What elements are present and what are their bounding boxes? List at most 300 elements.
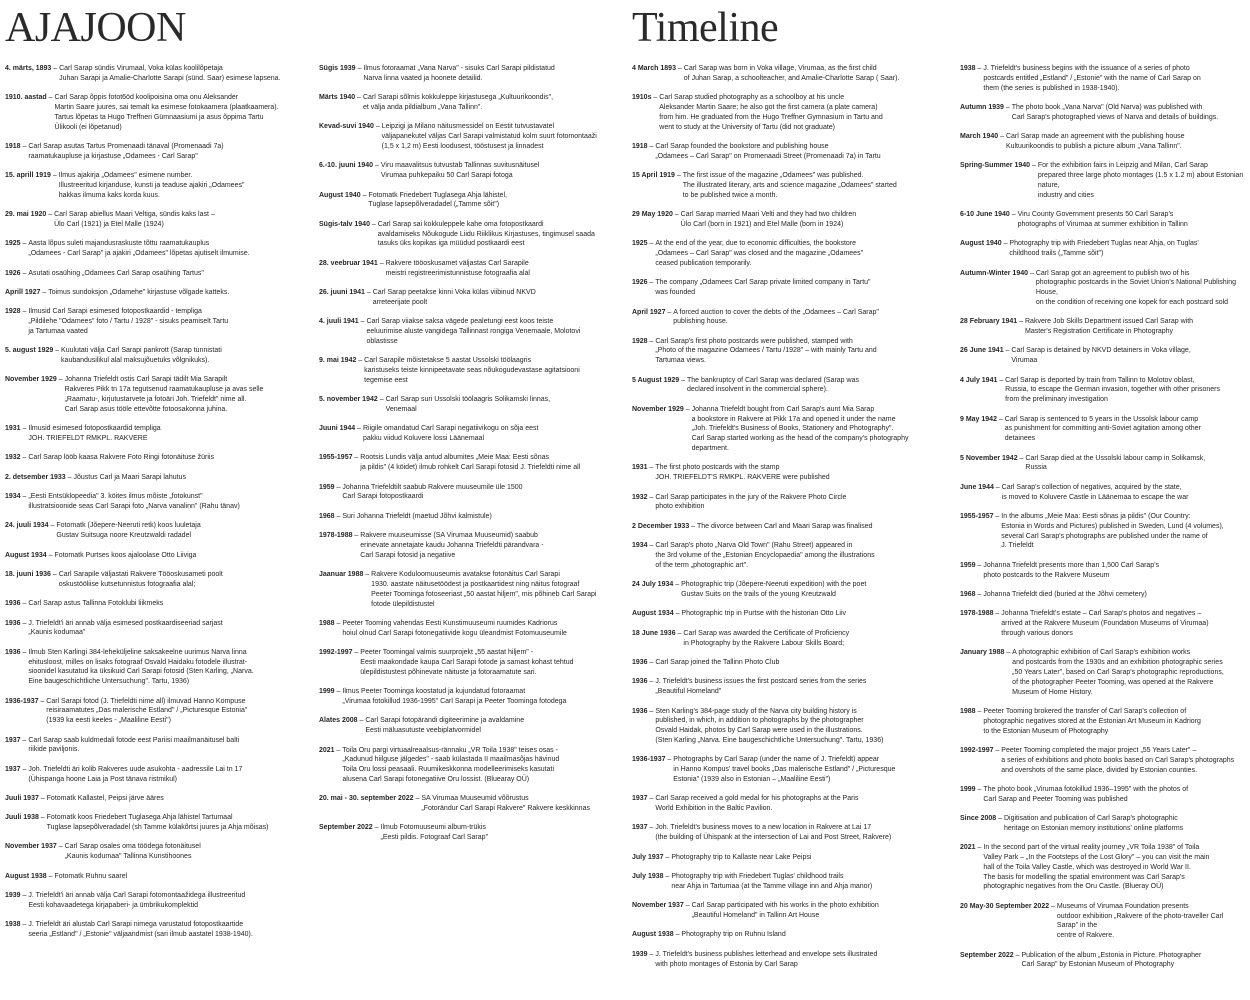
entry-dash: –	[1013, 951, 1022, 959]
timeline-entry	[5, 64, 300, 84]
entry-text: Carl Sarapile mõistetakse 5 aastat Ussolski töölaagris karistuseks teiste kinnipeetavate seas nõukogudevastase agitatsiooni tegemise eest	[364, 357, 580, 384]
entry-text: „Eesti Entsüklopeedia" 3. köites ilmus mõiste „fotokunst" illustratsioonide seas Carl Sarapi foto „Narva vanalinn" (Rahu tänav)	[28, 493, 240, 511]
entry-text: Carl Sarap viiakse saksa vägede pealetungi eest koos teiste eeluurimise aluste vangidega Tallinnast rongiga Venemaale, Molotovi oblastisse	[366, 318, 581, 345]
entry-text: Joh. Triefeldt's business moves to a new location in Rakvere at Lai 17 (the building of Ühispank at the intersection of Lai and Post Street, Rakvere)	[655, 824, 892, 842]
timeline-entry	[960, 269, 1246, 308]
timeline-entry	[632, 541, 932, 570]
timeline-entry	[632, 493, 932, 513]
entry-date: 9 May 1942	[960, 415, 997, 423]
timeline-entry	[5, 872, 300, 882]
entry-date: 28. veebruar 1941	[319, 259, 378, 267]
entry-dash: –	[1028, 269, 1036, 277]
entry-text: Carl Sarap astus Tallinna Fotoklubi liikmeks	[28, 600, 164, 608]
entry-dash: –	[352, 532, 361, 540]
entry-dash: –	[1003, 347, 1012, 355]
entry-text: Carl Sarap's first photo postcards were published, stamped with „Photo of the magazine Odamees / Tartu /1928" – with mainly Tartu and Tartumaa views.	[655, 337, 877, 365]
entry-date: 1938	[5, 921, 21, 929]
entry-dash: –	[683, 405, 692, 413]
entry-date: September 2022	[319, 824, 373, 832]
entry-dash: –	[56, 843, 65, 851]
timeline-entry	[960, 415, 1246, 444]
timeline-entry	[5, 842, 300, 862]
entry-text: Peeter Tooming completed the major project „55 Years Later" – a series of exhibitions and photo books based on Carl Sarap's photographs and overshots of the same place, divided by Estonian counties.	[1001, 746, 1235, 774]
entry-dash: –	[1004, 649, 1013, 657]
entry-dash: –	[48, 522, 57, 530]
timeline-entry	[960, 785, 1246, 805]
entry-text: Fotomatk Purtses koos ajaloolase Otto Liiviga	[54, 551, 197, 559]
entry-date: 1931	[5, 425, 21, 433]
timeline-entry	[960, 317, 1246, 337]
timeline-entry	[319, 512, 619, 522]
entry-dash: –	[647, 279, 656, 287]
entry-text: Asutati osaühing „Odamees Carl Sarap osaühing Tartus"	[28, 269, 204, 277]
timeline-entry	[319, 356, 619, 385]
entry-date: Aprill 1927	[5, 288, 41, 296]
entry-text: Ilmusid Carl Sarapi esimesed fotopostkaardid - templiga „Pildilehe "Odamees" foto / Tartu / 1928" - sisuks peamiselt Tartu ja Tartumaa vaated	[28, 308, 229, 335]
entry-text: J. Triefeldt's business begins with the issuance of a series of photo postcards entitled „Estland" / „Estonie" with the name of Carl Sarap on them (the series is published in 1938-1940).	[983, 65, 1201, 92]
entry-text: Carl Sarap studied photography as a schoolboy at his uncle Aleksander Martin Saare; he also got the first camera (a plate camera) from him. He graduated from the Hugo Treffner Gymnasium in Tartu and went to study at the University of Tartu (did not graduate)	[659, 94, 883, 131]
entry-date: 1968	[319, 512, 335, 520]
entry-date: 2. detsember 1933	[5, 473, 66, 481]
entry-dash: –	[20, 308, 29, 316]
entry-dash: –	[20, 454, 29, 462]
entry-dash: –	[647, 493, 656, 501]
entry-date: 28 February 1941	[960, 318, 1018, 326]
entry-text: J. Triefeldt äri alustab Carl Sarapi nimega varustatud fotopostkaartide seeria „Estland" / „Estonie" väljaandmist (sari ilmub aastatel 1938-1940).	[28, 921, 253, 939]
entry-text: Viru County Government presents 50 Carl Sarap's photographs of Virumaa at summer exhibition in Tallinn	[1017, 211, 1188, 228]
entry-date: 4. juuli 1941	[319, 318, 359, 326]
timeline-entry	[319, 483, 619, 503]
entry-text: Photography trip with Friedebert Tuglas' childhood trails near Ahja in Tartumaa (at the Tamme village inn and Ahja manor)	[671, 873, 873, 890]
entry-text: Peeter Tooming vahendas Eesti Kunstimuuseumi ruumides Kadriorus hoiul olnud Carl Sarapi fotonegatiivide kogu üleandmist Fotomuuseumile	[342, 619, 567, 637]
entry-date: April 1927	[632, 308, 666, 316]
entry-text: Photography trip to Kallaste near Lake Peipsi	[671, 853, 812, 861]
timeline-entry	[319, 161, 619, 181]
entry-text: Toila Oru pargi virtuaalreaalsus-rännaku „VR Toila 1938" teises osas - „Kadunud hiilguse jälgedes" - saab külastada II maailmasõjas hävinud Toila Oru lossi peasaali. Ruumikeskkonna modelleerimiseks kasutati alusena Carl Sarapi fotonegatiive Oru lossist. (Bluearay OÜ)	[342, 746, 560, 783]
entry-date: 26 June 1941	[960, 347, 1004, 355]
timeline-entry	[5, 307, 300, 336]
entry-date: 1926	[632, 279, 648, 287]
timeline-entry	[960, 210, 1246, 230]
timeline-entry	[632, 677, 932, 697]
timeline-entry	[319, 93, 619, 113]
entry-text: Carl Sarap saab kuldmedali fotode eest Pariisi maailmanäitusel balti riikide paviljonis.	[28, 736, 240, 754]
timeline-entry	[319, 395, 619, 415]
entry-text: Carl Sarapile väljastati Rakvere Tööoskusameti poolt oskustööliise kutsetunnistus fotograafia alal;	[58, 570, 223, 588]
timeline-entry	[960, 239, 1246, 259]
entry-date: 5 November 1942	[960, 454, 1018, 462]
entry-dash: –	[334, 512, 343, 520]
timeline-entry	[632, 930, 932, 940]
entry-date: Jaanuar 1988	[319, 571, 364, 579]
entry-date: 1925	[5, 240, 21, 248]
entry-date: 1955-1957	[960, 513, 994, 521]
entry-dash: –	[1030, 162, 1038, 170]
timeline-entry	[960, 951, 1246, 971]
entry-text: J. Triefeldt's business issues the first postcard series from the series „Beautiful Homeland"	[655, 678, 867, 696]
timeline-entry	[319, 317, 619, 346]
entry-dash: –	[377, 259, 386, 267]
entry-text: The bankruptcy of Carl Sarap was declared (Sarap was declared insolvent in the commercial sphere).	[687, 376, 859, 394]
timeline-entry	[960, 561, 1246, 581]
timeline-entry	[5, 269, 300, 279]
entry-dash: –	[20, 921, 29, 929]
timeline-entry	[319, 648, 619, 677]
entry-text: Toimus sundoksjon „Odamehe" kirjastuse võlgade katteks.	[48, 288, 230, 296]
entry-dash: –	[647, 950, 656, 958]
entry-date: 1937	[632, 795, 648, 803]
entry-dash: –	[993, 610, 1002, 618]
entry-text: Fotomatk Ruhnu saarel	[54, 872, 128, 880]
entry-date: 1938	[960, 65, 976, 72]
entry-dash: –	[673, 610, 682, 618]
timeline-entry	[960, 902, 1246, 941]
entry-date: 1999	[319, 688, 335, 696]
timeline-entry	[5, 697, 300, 726]
timeline-entry	[960, 814, 1246, 834]
timeline-entry	[632, 337, 932, 366]
entry-date: November 1929	[5, 376, 57, 384]
entry-date: 4. märts, 1893	[5, 65, 52, 72]
entry-text: Johanna Triefeldt bought from Carl Sarap's aunt Mia Sarap a bookstore in Rakvere at Pikk 17a and opened it under the name „Joh. Triefeldt's Business of Books, Stationery and Photography". Carl Sarap started working as the head of the company's photography department.	[691, 405, 909, 453]
entry-date: March 1940	[960, 133, 999, 141]
entry-date: 1925	[632, 240, 648, 248]
entry-text: Carl Sarap was born in Voka village, Virumaa, as the first child of Juhan Sarap, a schoolteacher, and Amalie-Charlotte Sarap ( Saar).	[683, 65, 900, 82]
entry-text: Ilmus fotoraamat „Vana Narva" - sisuks Carl Sarapi pildistatud Narva linna vaated ja hoonete detailid.	[363, 65, 555, 82]
entry-dash: –	[673, 931, 682, 939]
entry-date: 1936	[632, 658, 648, 666]
entry-text: Carl Sarap peetakse kinni Voka külas viibinud NKVD arreteerijate poolt	[372, 288, 536, 306]
entry-text: At the end of the year, due to economic difficulties, the bookstore „Odamees – Carl Sarap" was closed and the magazine „Odamees" ceased publication temporarily.	[655, 240, 864, 267]
timeline-entry	[319, 191, 619, 211]
timeline-entry	[632, 376, 932, 396]
timeline-entry	[632, 658, 932, 668]
timeline-entry	[5, 346, 300, 366]
timeline-entry	[5, 93, 300, 132]
entry-dash: –	[1017, 454, 1026, 462]
timeline-entry	[632, 794, 932, 814]
timeline-entry	[5, 210, 300, 230]
timeline-entry	[632, 239, 932, 268]
timeline-entry	[632, 609, 932, 619]
entry-dash: –	[647, 824, 656, 832]
entry-text: Fotomatk koos Friedebert Tuglasega Ahja lähistel Tartumaal Tuglase lapsepõlveradadel (sh Tamme külakõrtsi juures ja Ahja mõisas)	[46, 814, 269, 832]
entry-date: 1928	[632, 337, 648, 345]
timeline-entry	[632, 405, 932, 454]
entry-dash: –	[663, 853, 672, 861]
timeline-entry	[319, 259, 619, 279]
entry-dash: –	[20, 892, 29, 900]
entry-dash: –	[647, 658, 656, 666]
entry-date: 1926	[5, 269, 21, 277]
entry-text: Photography trip with Friedebert Tuglas near Ahja, on Tuglas' childhood trails („Tamme sõit")	[1009, 240, 1199, 258]
timeline-entry	[960, 609, 1246, 638]
entry-date: 1939	[632, 950, 648, 958]
entry-dash: –	[20, 648, 29, 656]
entry-dash: –	[975, 785, 984, 793]
entry-date: 4 March 1893	[632, 65, 676, 72]
timeline-column-estonian-1	[5, 64, 300, 949]
timeline-entry	[960, 648, 1246, 697]
timeline-entry	[960, 746, 1246, 775]
entry-date: November 1929	[632, 405, 684, 413]
entry-dash: –	[355, 65, 364, 72]
entry-dash: –	[679, 376, 687, 384]
entry-text: Ilmub Fotomuuseumi album-trükis „Eesti pildis. Fotograaf Carl Sarap"	[380, 824, 489, 842]
entry-dash: –	[975, 561, 984, 569]
entry-text: Rootsis Lundis välja antud albumites „Meie Maa: Eesti sõnas ja pildis" (4 köidet) ilmub rohkelt Carl Sarapi fotosid J. Triefeldti nime all	[360, 454, 581, 472]
entry-text: In the second part of the virtual reality journey „VR Toila 1938" of Toila Valley Park – „In the Footsteps of the Lost Glory" – you can visit the main hall of the Toila Valley Castle, which was destroyed in World War II. The basis for modelling the spatial environment was Carl Sarap's photographic negatives from the Oru Castle. (Blueray OÜ)	[983, 844, 1210, 891]
entry-text: Leipzigi ja Milano näitusmessidel on Eestit tutvustavatel väljapanekutel väljas Carl Sarapi valmistatud kolm suurt fotomontaaži (1,5 x 1,2 m) Eesti loodusest, tööstusest ja linnadest	[381, 123, 597, 150]
entry-dash: –	[665, 756, 674, 764]
entry-text: Carl Sarap lööb kaasa Rakvere Foto Ringi fotonäituse žüriis	[28, 454, 214, 462]
timeline-entry	[5, 599, 300, 609]
timeline-entry	[960, 376, 1246, 405]
entry-date: 2 December 1933	[632, 522, 690, 530]
entry-date: 1968	[960, 590, 976, 598]
timeline-entry	[960, 590, 1246, 600]
entry-date: 29. mai 1920	[5, 211, 47, 219]
title-english: Timeline	[632, 5, 779, 51]
entry-dash: –	[975, 65, 984, 72]
timeline-entry	[319, 288, 619, 308]
entry-text: J. Triefeldt's business publishes letterhead and envelope sets illustrated with photo montages of Estonia by Carl Sarap	[655, 950, 878, 968]
timeline-entry	[5, 891, 300, 911]
entry-date: 26. juuni 1941	[319, 288, 365, 296]
entry-dash: –	[364, 288, 373, 296]
timeline-entry	[960, 843, 1246, 892]
entry-date: 1936-1937	[5, 697, 39, 705]
title-estonian: AJAJOON	[5, 5, 186, 51]
entry-dash: –	[1017, 318, 1025, 326]
entry-text: Carl Sarap received a gold medal for his photographs at the Paris World Exhibition in the Baltic Pavilion.	[655, 795, 859, 813]
timeline-entry	[960, 132, 1246, 152]
entry-date: 1918	[632, 142, 648, 150]
entry-dash: –	[373, 123, 382, 131]
entry-date: Juuli 1938	[5, 814, 39, 822]
entry-date: 1932	[5, 454, 21, 462]
timeline-entry	[632, 278, 932, 298]
timeline-entry	[319, 794, 619, 814]
entry-date: 1988	[960, 707, 976, 715]
entry-dash: –	[689, 522, 698, 530]
entry-date: 24 July 1934	[632, 581, 674, 589]
entry-date: August 1934	[632, 610, 674, 618]
entry-date: 1999	[960, 785, 976, 793]
entry-text: Carl Sarapi sõlmis kokkuleppe kirjastusega „Kultuurikoondis", et välja anda pildialbum „Vana Tallinn".	[363, 94, 554, 111]
entry-text: Riigile omandatud Carl Sarapi negatiivikogu on sõja eest pakku viidud Koluvere lossi Läänemaal	[362, 425, 539, 443]
entry-text: Fotomatk Kallastel, Peipsi järve ääres	[46, 794, 164, 802]
entry-text: J. Triefeldt'i äri annab välja esimesed postkaardiseeriad sarjast „Kaunis kodumaa"	[28, 619, 223, 637]
entry-dash: –	[674, 172, 683, 180]
entry-date: 1936	[632, 678, 648, 686]
entry-date: Kevad-suvi 1940	[319, 123, 374, 131]
timeline-entry	[5, 570, 300, 590]
entry-text: Carl Sarap abiellus Maari Veltiga, sündis kaks last – Ülo Carl (1921) ja Etel Malle (1924)	[54, 211, 215, 228]
entry-date: 2021	[960, 844, 976, 852]
entry-date: September 2022	[960, 951, 1014, 959]
entry-dash: –	[651, 94, 660, 102]
timeline-entry	[632, 872, 932, 892]
timeline-entry	[632, 707, 932, 746]
entry-date: 1937	[5, 765, 21, 773]
entry-text: Johanna Triefeldt ostis Carl Sarapi tädilt Mia Sarapilt Rakveres Pikk tn 17a tegutsenud raamatukaupluse ja avas selle „Raamatu-, kirjutustarvete ja fotoäri Joh. Triefeldt" nime all. Carl Sarap asus tööle ettevõtte fotoosakonna juhina.	[64, 376, 264, 413]
timeline-entry	[5, 171, 300, 200]
entry-date: August 1940	[319, 191, 361, 199]
timeline-entry	[960, 707, 1246, 736]
entry-date: Spring-Summer 1940	[960, 162, 1031, 170]
entry-dash: –	[663, 873, 672, 881]
entry-date: 1992-1997	[319, 649, 353, 657]
entry-date: July 1937	[632, 853, 664, 861]
timeline-entry	[632, 853, 932, 863]
entry-text: Rakvere tööoskusamet väljastas Carl Sarapile meistri registreerimistunnistuse fotograafia alal	[385, 259, 530, 277]
entry-text: SA Virumaa Muuseumid võõrustus „Fotorändur Carl Sarapi Rakvere" Rakvere keskkinnas	[421, 795, 590, 813]
entry-dash: –	[20, 240, 29, 248]
entry-date: 1978-1988	[960, 610, 994, 618]
entry-dash: –	[997, 376, 1006, 384]
entry-date: 1939	[5, 892, 21, 900]
timeline-entry	[319, 531, 619, 560]
entry-date: 1918	[5, 142, 21, 150]
entry-date: Märts 1940	[319, 94, 356, 102]
timeline-entry	[319, 453, 619, 473]
entry-date: August 1938	[632, 931, 674, 939]
entry-dash: –	[46, 872, 55, 880]
entry-dash: –	[373, 162, 381, 170]
entry-text: Johanna Triefeldtilt saabub Rakvere muuseumile üle 1500 Carl Sarapi fotopostkaardi	[342, 483, 523, 501]
timeline-entry	[632, 64, 932, 84]
entry-text: Carl Sarap was awarded the Certificate of Proficiency in Photography by the Rakvere Labour Skills Board;	[683, 629, 850, 647]
timeline-entry	[5, 239, 300, 259]
timeline-entry	[632, 142, 932, 162]
entry-date: Autumn-Winter 1940	[960, 269, 1029, 277]
entry-dash: –	[20, 425, 29, 433]
timeline-entry	[5, 453, 300, 463]
timeline-entry	[632, 93, 932, 132]
entry-text: The photo book „Virumaa fotokillud 1936–1995" with the photos of Carl Sarap and Peeter Tooming was published	[983, 785, 1189, 803]
timeline-entry	[5, 551, 300, 561]
timeline-entry	[960, 483, 1246, 503]
entry-date: 1910s	[632, 94, 652, 102]
entry-dash: –	[647, 707, 656, 715]
entry-date: Sügis-talv 1940	[319, 220, 370, 228]
timeline-entry	[960, 161, 1246, 200]
entry-dash: –	[46, 551, 55, 559]
entry-text: The photo book „Vana Narva" (Old Narva) was published with Carl Sarap's photographed views of Narva and details of buildings.	[1011, 103, 1219, 121]
entry-date: January 1988	[960, 649, 1005, 657]
entry-text: Carl Sarapi fotopärandi digiteerimine ja avaldamine Eesti mäluasutuste veebiplatvormidel	[365, 717, 525, 735]
timeline-entry	[5, 794, 300, 804]
entry-dash: –	[355, 425, 363, 433]
entry-text: Carl Sarap õppis fotot6öd koolipoisina oma onu Aleksander Martin Saare juures, sai temalt ka esimese fotokaamera (plaatkaamera). Tartus lõpetas ta Hugo Treffneri Gümnaasiumi ja asus õppima Tartu Ülikooli (ei lõpetanud)	[54, 94, 279, 131]
entry-dash: –	[334, 619, 343, 627]
entry-text: Carl Sarap suri Ussolski töölaagris Solikamski linnas, Venemaal	[385, 396, 551, 413]
entry-dash: –	[334, 746, 343, 754]
entry-date: 1934	[5, 493, 21, 501]
entry-date: 1936	[5, 600, 21, 608]
entry-dash: –	[46, 211, 55, 219]
entry-text: Carl Sarap sündis Virumaal, Voka külas koolilõpetaja Juhan Sarapi ja Amalie-Charlotte Sarapi (sünd. Saar) esimese lapsena.	[59, 65, 281, 82]
entry-dash: –	[996, 815, 1004, 823]
entry-text: Carl Sarapi fotod (J. Triefeldti nime all) ilmuvad Hanno Kompuse reisiraamatutes „Das malerische Estland" / „Picturesque Estonia" (1939 ka eesti keeles - „Maaliline Eesti")	[46, 697, 248, 725]
entry-dash: –	[975, 844, 984, 852]
timeline-column-english-2	[960, 64, 1246, 980]
entry-text: Carl Sarap osales oma töödega fotonäitusel „Kaunis kodumaa" Tallinna Kunstihoones	[64, 843, 201, 861]
entry-text: A photographic exhibition of Carl Sarap's exhibition works and postcards from the 1930s and an exhibition photographic series „50 Years Later", based on Carl Sarap's photographic reproductions, of the photographer Peeter Tooming, was opened at the Rakvere Museum of Home History.	[1012, 649, 1224, 696]
entry-dash: –	[20, 142, 29, 150]
entry-dash: –	[20, 619, 29, 627]
timeline-entry	[960, 64, 1246, 93]
timeline-entry	[5, 375, 300, 414]
timeline-entry	[319, 64, 619, 84]
entry-dash: –	[369, 220, 378, 228]
entry-date: 18 June 1936	[632, 629, 676, 637]
timeline-entry	[632, 171, 932, 200]
timeline-entry	[5, 142, 300, 162]
entry-date: 1959	[319, 483, 335, 491]
entry-date: Since 2008	[960, 815, 997, 823]
timeline-entry	[632, 823, 932, 843]
entry-dash: –	[20, 736, 29, 744]
entry-date: 1937	[632, 824, 648, 832]
entry-date: 1978-1988	[319, 532, 353, 540]
entry-date: August 1940	[960, 240, 1002, 248]
entry-text: Carl Sarap's collection of negatives, acquired by the state, is moved to Koluvere Castle in Läänemaa to escape the war	[1001, 483, 1189, 501]
entry-text: Joh. Triefeldti äri kolib Rakveres uude asukohta - aadressile Lai tn 17 (Ühispanga hoone Laia ja Post tänava ristmikul)	[28, 765, 243, 783]
entry-text: Johanna Triefeldt died (buried at the Jõhvi cemetery)	[983, 590, 1147, 598]
entry-dash: –	[358, 318, 367, 326]
entry-dash: –	[65, 473, 74, 481]
entry-date: June 1944	[960, 483, 994, 491]
entry-dash: –	[20, 600, 29, 608]
entry-date: 9. mai 1942	[319, 357, 357, 365]
entry-text: Carl Sarap is detained by NKVD detainers in Voka village, Virumaa	[1011, 347, 1191, 365]
entry-date: 1936-1937	[632, 756, 666, 764]
entry-dash: –	[647, 795, 656, 803]
entry-text: Carl Sarap is deported by train from Tallinn to Molotov oblast, Russia, to escape the German invasion, together with other prisoners from the preliminary investigation	[1005, 376, 1220, 404]
entry-dash: –	[53, 347, 62, 355]
entry-dash: –	[50, 172, 59, 180]
entry-text: Carl Sarap married Maari Velti and they had two children Ülo Carl (born in 1921) and Etel Malle (born in 1924)	[680, 211, 857, 228]
entry-text: Suri Johanna Triefeldt (maetud Jõhvi kalmistule)	[342, 512, 492, 520]
entry-date: 20 May-30 September 2022	[960, 902, 1050, 910]
entry-date: November 1937	[632, 902, 684, 910]
timeline-entry	[632, 950, 932, 970]
entry-text: Kuulutati välja Carl Sarapi pankrott (Sarap tunnistati kaubandusilikul alal maksujõuetuks võlgnikuks).	[61, 347, 222, 365]
entry-dash: –	[1001, 240, 1010, 248]
timeline-entry	[632, 308, 932, 328]
entry-dash: –	[334, 483, 343, 491]
timeline-entry	[960, 454, 1246, 474]
timeline-entry	[5, 619, 300, 639]
entry-text: A forced auction to cover the debts of the „Odamees – Carl Sarap" publishing house.	[673, 308, 879, 326]
entry-text: Photography trip on Ruhnu Island	[681, 931, 786, 939]
entry-dash: –	[647, 464, 656, 472]
entry-text: Ilmub Sten Karlingi 384-leheküljeline saksakeelne uurimus Narva linna ehitusloost, milles on lisaks fotograaf Osvald Haidaku fotodele illustrat- sioonidel kasutatud ka üksikuid Carl Sarapi fotosid (Sten Karling, „Narva. Eine baugeschichtliche Untersuchung". Tartu, 1936)	[28, 648, 254, 686]
entry-text: Rakvere Job Skills Department issued Carl Sarap with Master's Registration Certificate in Photography	[1025, 318, 1194, 336]
entry-date: 2021	[319, 746, 335, 754]
timeline-entry	[632, 522, 932, 532]
entry-date: 29 May 1920	[632, 211, 673, 219]
entry-dash: –	[56, 376, 65, 384]
entry-dash: –	[673, 581, 682, 589]
entry-text: Sten Karling's 384-page study of the Narva city building history is published, in which, in addition to photographs by the photographer Osvald Haidak, photos by Carl Sarap were used in the illustrations. (Sten Karling „Narva. Eine baugeschichtliche Untersuchung". Tartu, 1936)	[655, 707, 884, 744]
entry-date: Sügis 1939	[319, 65, 356, 72]
entry-date: 15. aprill 1919	[5, 172, 51, 180]
entry-text: Fotomatk Friedebert Tuglasega Ahja lähistel, Tuglase lapsepõlveradadel („Tamme sõit")	[368, 191, 507, 209]
entry-dash: –	[38, 814, 47, 822]
